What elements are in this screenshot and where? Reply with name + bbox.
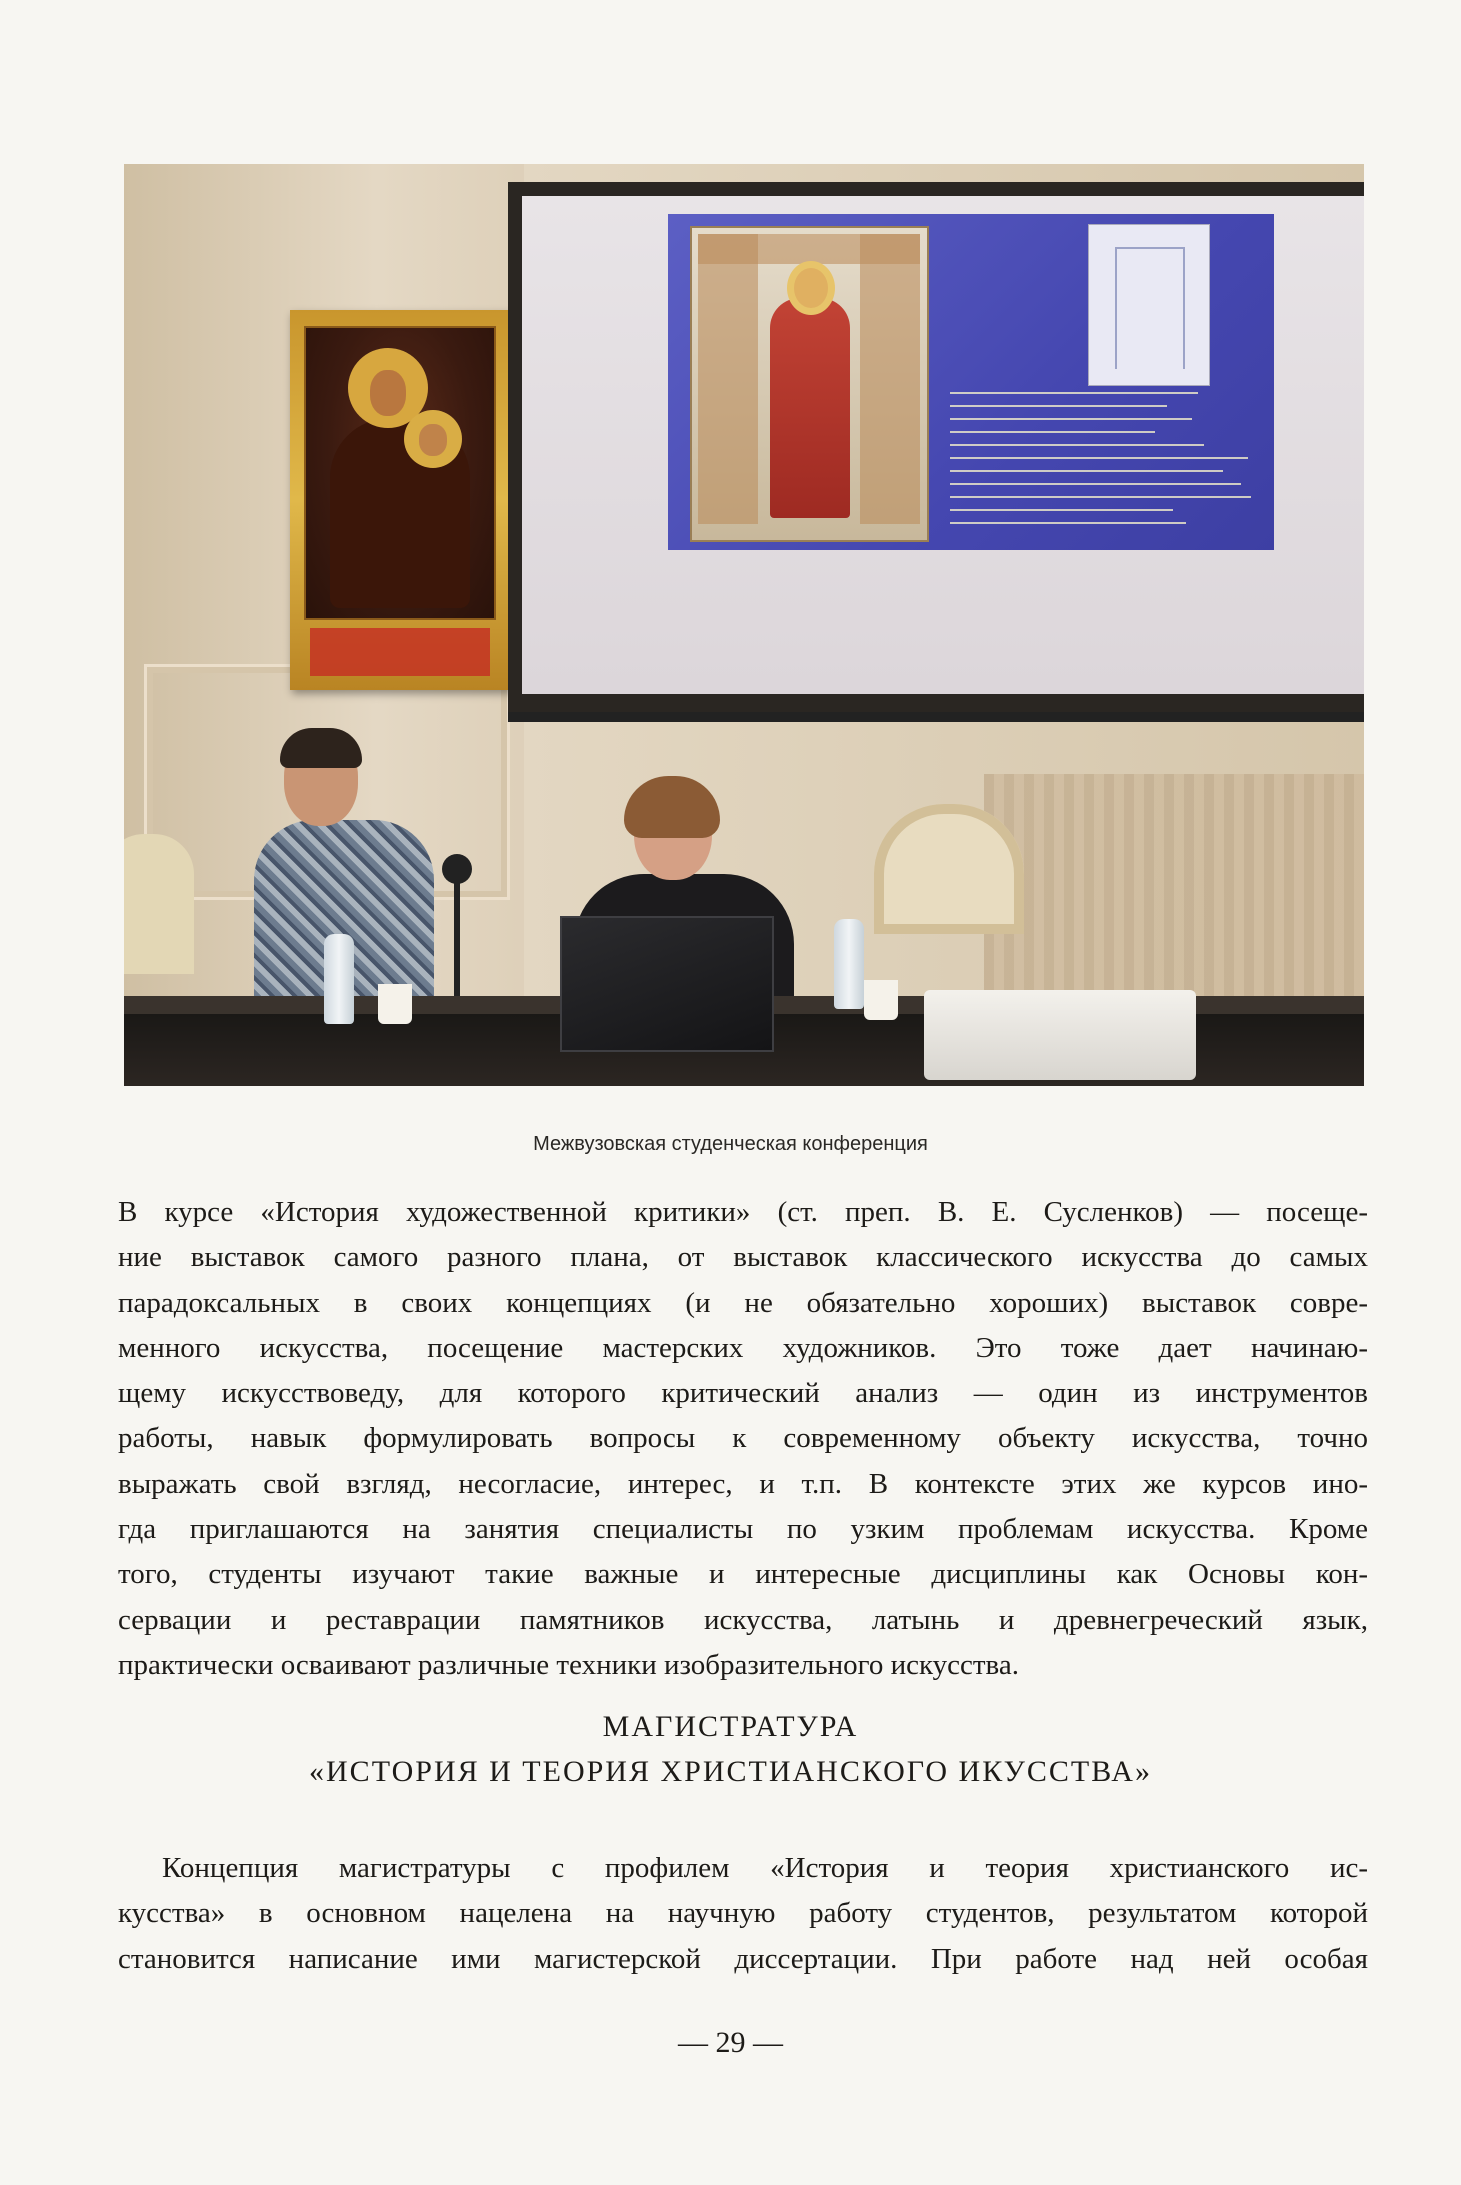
text-line: сервации и реставрации памятников искусства, латынь и древнегреческий язык, — [118, 1603, 1368, 1636]
text-line: становится написание ими магистерской диссертации. При работе над ней особая — [118, 1942, 1368, 1975]
screen-bar — [508, 712, 1364, 722]
wall-icon-painting — [290, 310, 510, 690]
text-line: практически осваивают различные техники изобразительного искусства. — [118, 1648, 1019, 1681]
text-line: щему искусствоведу, для которого критический анализ — один из инструментов — [118, 1377, 1368, 1410]
paragraph-masters-concept — [118, 1846, 1368, 1982]
microphone — [442, 854, 472, 884]
section-subheading: «ИСТОРИЯ И ТЕОРИЯ ХРИСТИАНСКОГО ИКУССТВА» — [309, 1755, 1152, 1788]
microphone-stand — [454, 864, 460, 1014]
text-line: кусства» в основном нацелена на научную работу студентов, результатом которой — [118, 1897, 1368, 1930]
slide-text-list — [950, 392, 1260, 542]
text-line: В курсе «История художественной критики» (ст. преп. В. Е. Сусленков) — посеще- — [118, 1196, 1368, 1228]
text-line: менного искусства, посещение мастерских художников. Это тоже дает начинаю- — [118, 1331, 1368, 1364]
photo-caption: Межвузовская студенческая конференция — [533, 1133, 928, 1155]
slide-icon-image — [690, 226, 929, 542]
presentation-slide — [668, 214, 1274, 550]
laptop — [560, 916, 774, 1052]
page-number: — 29 — — [678, 2026, 783, 2059]
water-bottle — [324, 934, 354, 1024]
conference-photo — [124, 164, 1364, 1086]
paragraph-criticism-course — [118, 1190, 1368, 1688]
text-line: гда приглашаются на занятия специалисты по узким проблемам искусства. Кроме — [118, 1513, 1368, 1546]
slide-scheme-diagram — [1088, 224, 1210, 386]
projector — [924, 990, 1196, 1080]
paper-cup — [864, 980, 898, 1020]
paper-cup — [378, 984, 412, 1024]
text-line: парадоксальных в своих концепциях (и не обязательно хороших) выставок совре- — [118, 1286, 1368, 1319]
chair — [124, 834, 194, 974]
chair — [874, 804, 1024, 934]
text-line: того, студенты изучают такие важные и интересные дисциплины как Основы кон- — [118, 1558, 1368, 1591]
text-line: работы, навык формулировать вопросы к современному объекту искусства, точно — [118, 1422, 1368, 1455]
projection-screen — [508, 182, 1364, 712]
male-student — [244, 734, 394, 934]
text-line: Концепция магистратуры с профилем «История и теория христианского ис- — [162, 1852, 1368, 1884]
text-line: выражать свой взгляд, несогласие, интерес, и т.п. В контексте этих же курсов ино- — [118, 1467, 1368, 1500]
water-bottle — [834, 919, 864, 1009]
text-line: ние выставок самого разного плана, от выставок классического искусства до самых — [118, 1241, 1368, 1274]
section-heading: МАГИСТРАТУРА — [602, 1710, 859, 1743]
